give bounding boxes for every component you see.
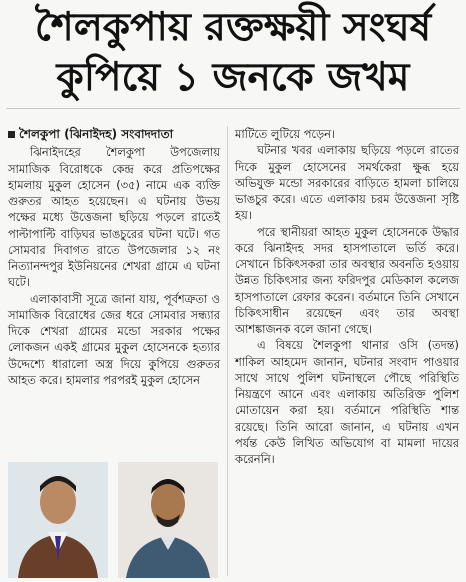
- headline-divider: [6, 108, 460, 109]
- photos: [8, 462, 220, 578]
- article-column-1: [8, 126, 220, 388]
- paragraph: মাটিতে লুটিয়ে পড়েন।: [235, 127, 336, 141]
- bullet-icon: [8, 131, 15, 138]
- byline: [8, 126, 220, 142]
- article-column-2: [235, 126, 459, 467]
- headline-line-1: শৈলকুপায় রক্তক্ষয়ী সংঘর্ষ: [34, 5, 432, 50]
- paragraph: এলাকাবাসী সূত্রে জানা যায়, পূর্বশত্রুতা ও সামাজিক বিরোধের জের ধরে সোমবার সন্ধ্যার দিকে শেখরা গ্রামের মন্ডো সরকার পক্ষের লোকজন একই গ্রামের মুকুল হোসেনকে হত্যার উদ্দেশ্যে ধারালো অস্ত্র দিয়ে কুপিয়ে গুরুতর আহত করে। হামলার পরপরই মুকুল হোসেন: [8, 291, 220, 387]
- paragraph: ঝিনাইদহের শৈলকুপা উপজেলায় সামাজিক বিরোধকে কেন্দ্র করে প্রতিপক্ষের হামলায় মুকুল হোসেন (৩৫) নামে এক ব্যক্তি গুরুতর আহত হয়েছেন। এ ঘটনায় উভয় পক্ষের মধ্যে উত্তেজনা ছড়িয়ে পড়লে রাতেই পাল্টাপাল্টি বাড়িঘর ভাঙচুরের ঘটনা ঘটে। গত সোমবার দিবাগত রাতে উপজেলার ১২ নং নিত্যানন্দপুর ইউনিয়নের শেখরা গ্রামে এ ঘটনা ঘটে।: [8, 145, 220, 290]
- headline-line-2: কুপিয়ে ১ জনকে জখম: [56, 55, 410, 100]
- paragraph: ঘটনার খবর এলাকায় ছড়িয়ে পড়লে রাতের দিকে মুকুল হোসেনের সমর্থকেরা ক্ষুব্ধ হয়ে অভিযুক্ত মন্ডো সরকারের বাড়িতে হামলা চালিয়ে ভাঙচুর করে। এতে এলাকায় চরম উত্তেজনা সৃষ্টি হয়।: [235, 143, 459, 223]
- column-divider: [227, 126, 228, 576]
- portrait-photo-1: [8, 462, 108, 578]
- portrait-photo-2: [118, 462, 218, 578]
- paragraph: এ বিষয়ে শৈলকুপা থানার ওসি (তদন্ত) শাকিল আহমেদ জানান, ঘটনার সংবাদ পাওয়ার সাথে সাথে পুলিশ ঘটনাস্থলে পৌছে পরিস্থিতি নিয়ন্ত্রণে আনে এবং এলাকায় অতিরিক্ত পুলিশ মোতায়েন করা হয়। বর্তমানে পরিস্থিতি শান্ত রয়েছে। তিনি আরো জানান, এ ঘটনায় এখন পর্যন্ত কেউ লিখিত অভিযোগ বা মামলা দায়ের করেননি।: [235, 338, 459, 466]
- person-photo-icon: [8, 462, 108, 578]
- person-photo-icon: [118, 462, 218, 578]
- paragraph: পরে স্থানীয়রা আহত মুকুল হোসেনকে উদ্ধার করে ঝিনাইদহ সদর হাসপাতালে ভর্তি করে। সেখানে চিকিৎসকরা তার অবস্থার অবনতি হওয়ায় উন্নত চিকিৎসার জন্য ফরিদপুর মেডিকাল কলেজ হাসপাতালে রেফার করেন। বর্তমানে তিনি সেখানে চিকিৎসাধীন রয়েছেন এবং তার অবস্থা আশঙ্কাজনক বলে জানা গেছে।: [235, 224, 459, 336]
- byline-text: শৈলকুপা (ঝিনাইদহ) সংবাদদাতা: [19, 127, 174, 141]
